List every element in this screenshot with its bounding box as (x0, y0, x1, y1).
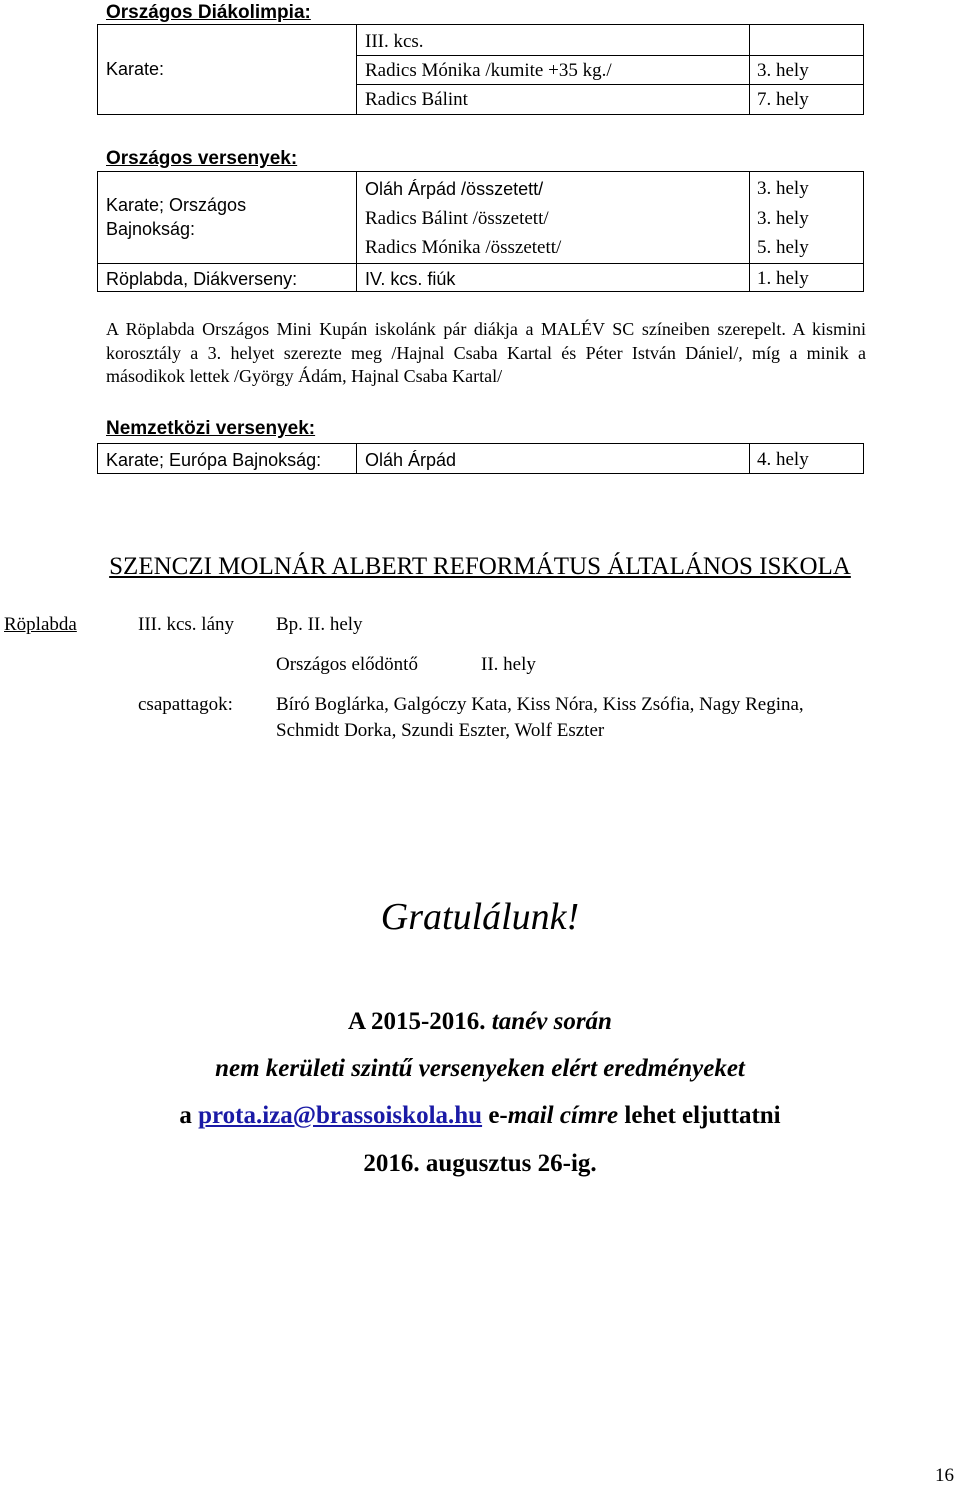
orszagos-label: Bajnokság: (106, 219, 196, 239)
table-divider (749, 24, 750, 115)
table-divider (356, 55, 863, 56)
footer-text: e- (488, 1102, 508, 1129)
footer-line-1 (0, 1008, 960, 1036)
table-cell-place: 3. hely (757, 208, 809, 229)
table-divider (356, 84, 863, 85)
mini-kupa-paragraph: A Röplabda Országos Mini Kupán iskolánk pár diákja a MALÉV SC színeiben szerepelt. A kismini korosztály a 3. helyet szerezte meg /Hajnal Csaba Kartal és Péter István Dániel/, míg a minik a másodikok lettek /György Ádám, Hajnal Csaba Kartal/ (106, 319, 866, 386)
footer-text: A 2015-2016. (348, 1008, 486, 1035)
table-divider (97, 263, 864, 264)
school-result-place: II. hely (481, 654, 536, 675)
footer-text: tanév során (491, 1008, 612, 1035)
school-result-label: Országos elődöntő (276, 654, 418, 675)
table-cell: III. kcs. (365, 31, 424, 52)
table-divider (356, 443, 357, 474)
teams-list: Schmidt Dorka, Szundi Eszter, Wolf Eszter (276, 720, 605, 741)
page-number: 16 (935, 1465, 954, 1486)
footer-text: lehet eljuttatni (624, 1102, 781, 1129)
school-result: Bp. II. hely (276, 614, 363, 635)
table-divider (749, 171, 750, 292)
table-cell: Oláh Árpád (365, 450, 457, 470)
table-cell: IV. kcs. fiúk (365, 269, 456, 289)
footer-text: mail címre (507, 1102, 619, 1129)
table-cell-place: 3. hely (757, 178, 809, 199)
school-category: III. kcs. lány (138, 614, 235, 635)
congrats-text: Gratulálunk! (380, 896, 580, 938)
table-cell-place: 1. hely (757, 268, 809, 289)
teams-label: csapattagok: (138, 694, 233, 715)
table-divider (356, 24, 357, 115)
email-link[interactable]: prota.iza@brassoiskola.hu (198, 1102, 483, 1129)
table-cell: Radics Bálint /összetett/ (365, 208, 549, 229)
footer-text: a (179, 1102, 192, 1129)
table-divider (356, 171, 357, 292)
table-cell: Karate; Európa Bajnokság: (106, 450, 322, 470)
section-heading-nemzetkozi: Nemzetközi versenyek: (106, 418, 316, 439)
table-cell-place: 3. hely (757, 60, 809, 81)
footer-line-3 (0, 1102, 960, 1130)
diakolimpia-label: Karate: (106, 59, 165, 79)
table-cell: Radics Mónika /összetett/ (365, 237, 562, 258)
table-cell: Röplabda, Diákverseny: (106, 269, 298, 289)
table-cell-place: 4. hely (757, 449, 809, 470)
table-cell: Radics Bálint (365, 89, 468, 110)
school-title: SZENCZI MOLNÁR ALBERT REFORMÁTUS ÁLTALÁNOS ISKOLA (109, 553, 851, 580)
table-cell: Radics Mónika /kumite +35 kg./ (365, 60, 612, 81)
table-cell: Oláh Árpád /összetett/ (365, 179, 544, 199)
section-heading-diakolimpia: Országos Diákolimpia: (106, 2, 311, 23)
table-cell-place: 7. hely (757, 89, 809, 110)
table-divider (749, 443, 750, 474)
section-heading-orszagos: Országos versenyek: (106, 148, 298, 169)
table-cell-place: 5. hely (757, 237, 809, 258)
school-sport: Röplabda (4, 614, 77, 635)
footer-line-4: 2016. augusztus 26-ig. (363, 1150, 597, 1177)
teams-list: Bíró Boglárka, Galgóczy Kata, Kiss Nóra, Kiss Zsófia, Nagy Regina, (276, 694, 804, 715)
footer-line-2: nem kerületi szintű versenyeken elért eredményeket (215, 1055, 745, 1082)
orszagos-label: Karate; Országos (106, 195, 247, 215)
